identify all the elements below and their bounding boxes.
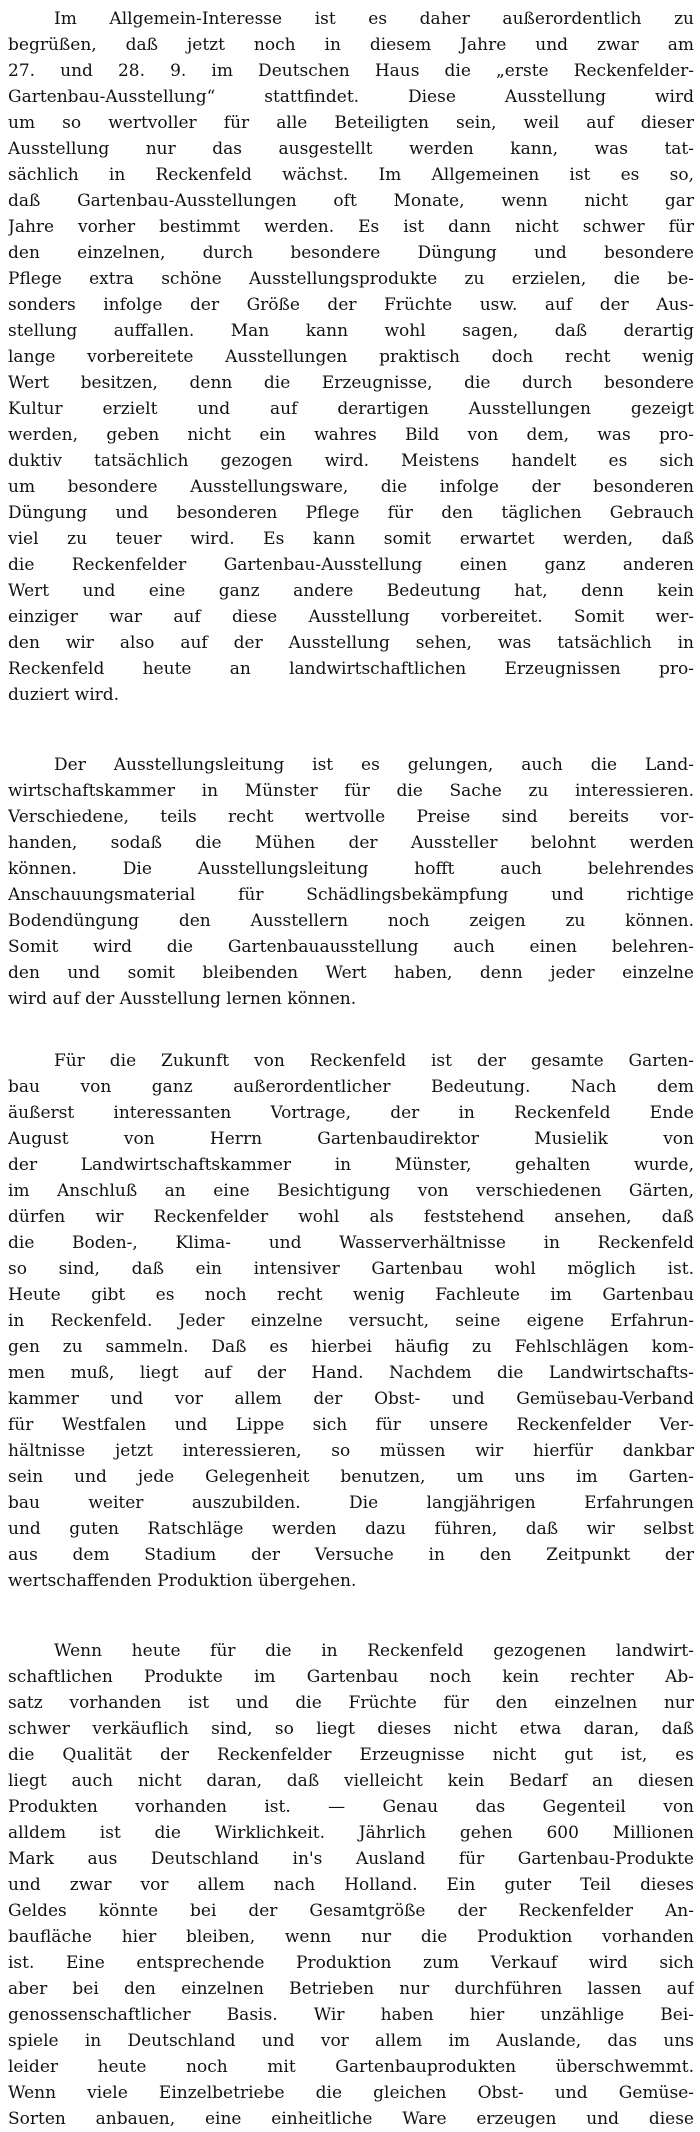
text-line: alldem ist die Wirklichkeit. Jährlich gehen 600 Millionen [8, 1823, 694, 1843]
text-line: Bodendüngung den Ausstellern noch zeigen zu können. [8, 911, 694, 931]
text-line: Kultur erzielt und auf derartigen Ausstellungen gezeigt [8, 399, 694, 419]
text-line: wirtschaftskammer in Münster für die Sache zu interessieren. [8, 781, 694, 801]
text-line: Verschiedene, teils recht wertvolle Preise sind bereits vor- [8, 807, 694, 827]
text-line: genossenschaftlicher Basis. Wir haben hier unzählige Bei- [8, 2005, 694, 2025]
text-line: äußerst interessanten Vortrage, der in Reckenfeld Ende [8, 1103, 694, 1123]
text-line: wird auf der Ausstellung lernen können. [8, 989, 357, 1009]
paragraph-1 [8, 6, 694, 708]
text-line: sächlich in Reckenfeld wächst. Im Allgemeinen ist es so, [8, 165, 694, 185]
text-line: Wert besitzen, denn die Erzeugnisse, die durch besondere [8, 373, 694, 393]
text-line: satz vorhanden ist und die Früchte für den einzelnen nur [8, 1693, 694, 1713]
text-line: 27. und 28. 9. im Deutschen Haus die „erste Reckenfelder- [8, 61, 694, 81]
text-line: ist. Eine entsprechende Produktion zum Verkauf wird sich [8, 1953, 694, 1973]
text-line: den und somit bleibenden Wert haben, denn jeder einzelne [8, 963, 694, 983]
text-line: daß Gartenbau-Ausstellungen oft Monate, wenn nicht gar [8, 191, 694, 211]
text-line: und zwar vor allem nach Holland. Ein guter Teil dieses [8, 1875, 694, 1895]
text-line: in Reckenfeld. Jeder einzelne versucht, seine eigene Erfahrun- [8, 1311, 694, 1331]
text-line: bau weiter auszubilden. Die langjährigen Erfahrungen [8, 1493, 694, 1513]
text-line: Für die Zukunft von Reckenfeld ist der gesamte Garten- [54, 1051, 694, 1071]
text-line: Wenn viele Einzelbetriebe die gleichen Obst- und Gemüse- [8, 2083, 694, 2103]
text-line: Düngung und besonderen Pflege für den täglichen Gebrauch [8, 503, 694, 523]
text-line: schwer verkäuflich sind, so liegt dieses nicht etwa daran, daß [8, 1719, 694, 1739]
text-line: sein und jede Gelegenheit benutzen, um uns im Garten- [8, 1467, 694, 1487]
text-line: aber bei den einzelnen Betrieben nur durchführen lassen auf [8, 1979, 694, 1999]
text-line: Im Allgemein-Interesse ist es daher außerordentlich zu [54, 9, 694, 29]
text-line: sonders infolge der Größe der Früchte usw. auf der Aus- [8, 295, 694, 315]
paragraph-3 [8, 1048, 694, 1594]
text-line: wertschaffenden Produktion übergehen. [8, 1571, 357, 1591]
paragraph-gap [8, 1012, 694, 1048]
text-line: schaftlichen Produkte im Gartenbau noch kein rechter Ab- [8, 1667, 694, 1687]
text-line: lange vorbereitete Ausstellungen praktisch doch recht wenig [8, 347, 694, 367]
text-line: aus dem Stadium der Versuche in den Zeitpunkt der [8, 1545, 694, 1565]
text-line: Jahre vorher bestimmt werden. Es ist dann nicht schwer für [8, 217, 694, 237]
text-line: die Boden-, Klima- und Wasserverhältnisse in Reckenfeld [8, 1233, 694, 1253]
text-line: duktiv tatsächlich gezogen wird. Meistens handelt es sich [8, 451, 694, 471]
text-line: um besondere Ausstellungsware, die infolge der besonderen [8, 477, 694, 497]
text-line: Der Ausstellungsleitung ist es gelungen, auch die Land- [54, 755, 694, 775]
text-line: Geldes könnte bei der Gesamtgröße der Reckenfelder An- [8, 1901, 694, 1921]
text-line: einziger war auf diese Ausstellung vorbereitet. Somit wer- [8, 607, 694, 627]
text-line: und guten Ratschläge werden dazu führen, daß wir selbst [8, 1519, 694, 1539]
text-line: den wir also auf der Ausstellung sehen, was tatsächlich in [8, 633, 694, 653]
text-line: so sind, daß ein intensiver Gartenbau wohl möglich ist. [8, 1259, 694, 1279]
text-line: Pflege extra schöne Ausstellungsprodukte zu erzielen, die be- [8, 269, 694, 289]
text-line: Mark aus Deutschland in's Ausland für Gartenbau-Produkte [8, 1849, 694, 1869]
text-line: kammer und vor allem der Obst- und Gemüsebau-Verband [8, 1389, 694, 1409]
text-line: im Anschluß an eine Besichtigung von verschiedenen Gärten, [8, 1181, 694, 1201]
text-line: dürfen wir Reckenfelder wohl als feststehend ansehen, daß [8, 1207, 694, 1227]
paragraph-gap [8, 708, 694, 752]
text-line: Wenn heute für die in Reckenfeld gezogenen landwirt- [54, 1641, 694, 1661]
text-line: können. Die Ausstellungsleitung hofft auch belehrendes [8, 859, 694, 879]
text-line: bau von ganz außerordentlicher Bedeutung. Nach dem [8, 1077, 694, 1097]
text-line: Wert und eine ganz andere Bedeutung hat, denn kein [8, 581, 694, 601]
text-line: spiele in Deutschland und vor allem im Auslande, das uns [8, 2031, 694, 2051]
text-line: hältnisse jetzt interessieren, so müssen wir hierfür dankbar [8, 1441, 694, 1461]
text-line: die Reckenfelder Gartenbau-Ausstellung einen ganz anderen [8, 555, 694, 575]
text-line: stellung auffallen. Man kann wohl sagen, daß derartig [8, 321, 694, 341]
text-line: gen zu sammeln. Daß es hierbei häufig zu Fehlschlägen kom- [8, 1337, 694, 1357]
text-line: die Qualität der Reckenfelder Erzeugnisse nicht gut ist, es [8, 1745, 694, 1765]
text-line: liegt auch nicht daran, daß vielleicht kein Bedarf an diesen [8, 1771, 694, 1791]
text-line: Ausstellung nur das ausgestellt werden kann, was tat- [8, 139, 694, 159]
text-line: begrüßen, daß jetzt noch in diesem Jahre und zwar am [8, 35, 694, 55]
text-line: Heute gibt es noch recht wenig Fachleute im Gartenbau [8, 1285, 694, 1305]
text-line: Produkten vorhanden ist. — Genau das Gegenteil von [8, 1797, 694, 1817]
paragraph-4 [8, 1638, 694, 2132]
text-line: leider heute noch mit Gartenbauprodukten überschwemmt. [8, 2057, 694, 2077]
text-line: viel zu teuer wird. Es kann somit erwartet werden, daß [8, 529, 694, 549]
text-line: Reckenfeld heute an landwirtschaftlichen Erzeugnissen pro- [8, 659, 694, 679]
text-line: Sorten anbauen, eine einheitliche Ware erzeugen und diese [8, 2109, 694, 2129]
text-line: der Landwirtschaftskammer in Münster, gehalten wurde, [8, 1155, 694, 1175]
text-line: um so wertvoller für alle Beteiligten sein, weil auf dieser [8, 113, 694, 133]
text-line: baufläche hier bleiben, wenn nur die Produktion vorhanden [8, 1927, 694, 1947]
text-line: handen, sodaß die Mühen der Aussteller belohnt werden [8, 833, 694, 853]
text-line: den einzelnen, durch besondere Düngung und besondere [8, 243, 694, 263]
text-line: August von Herrn Gartenbaudirektor Musielik von [8, 1129, 694, 1149]
text-line: Anschauungsmaterial für Schädlingsbekämpfung und richtige [8, 885, 694, 905]
paragraph-2 [8, 752, 694, 1012]
text-line: men muß, liegt auf der Hand. Nachdem die Landwirtschafts- [8, 1363, 694, 1383]
article-text [8, 6, 694, 2132]
text-line: Gartenbau-Ausstellung“ stattfindet. Diese Ausstellung wird [8, 87, 694, 107]
text-line: werden, geben nicht ein wahres Bild von dem, was pro- [8, 425, 694, 445]
text-line: duziert wird. [8, 685, 120, 705]
text-line: Somit wird die Gartenbauausstellung auch einen belehren- [8, 937, 694, 957]
paragraph-gap [8, 1594, 694, 1638]
text-line: für Westfalen und Lippe sich für unsere Reckenfelder Ver- [8, 1415, 694, 1435]
